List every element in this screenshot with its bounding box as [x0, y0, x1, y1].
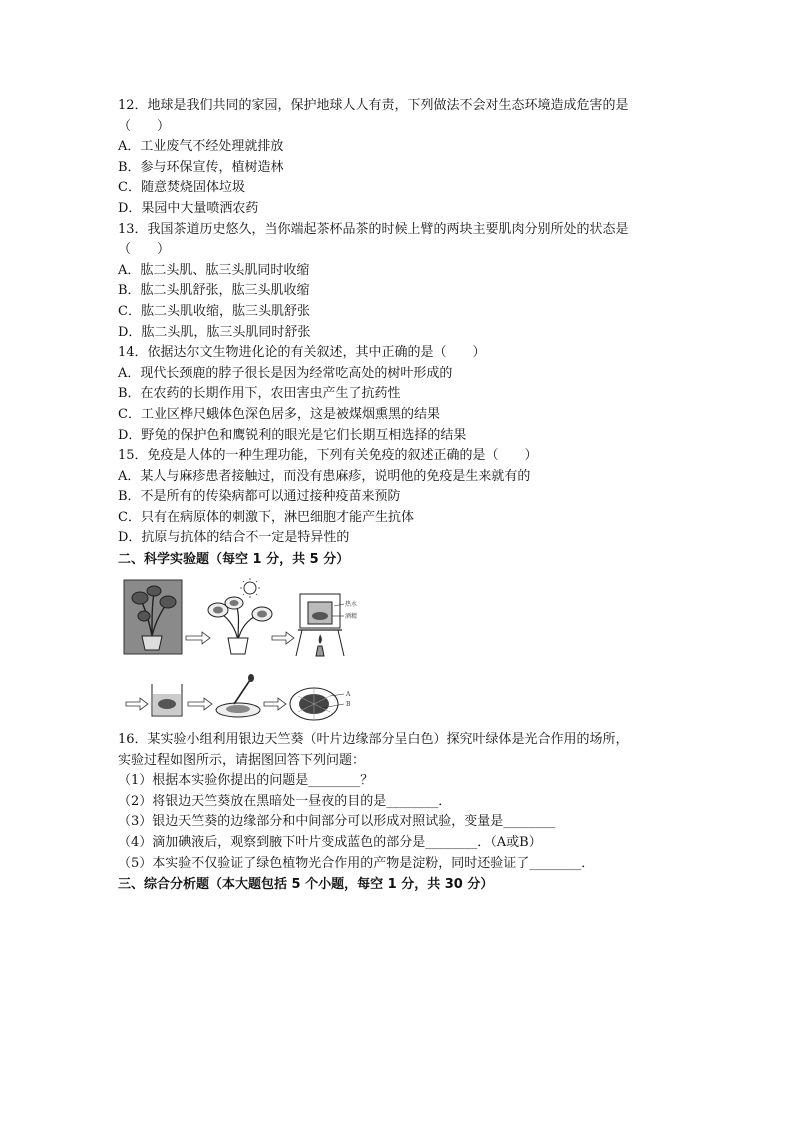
option-a: A．现代长颈鹿的脖子很长是因为经常吃高处的树叶形成的 — [118, 365, 453, 381]
label-b: B — [346, 701, 351, 709]
question-15 — [118, 446, 678, 549]
sub-question-5: （5）本实验不仅验证了绿色植物光合作用的产物是淀粉，同时还验证了________． — [118, 855, 595, 871]
section-2-heading: 二、科学实验题（每空 1 分，共 5 分） — [118, 552, 350, 568]
question-stem: 13．我国茶道历史悠久，当你端起茶杯品茶的时候上臂的两块主要肌肉分别所处的状态是 — [118, 221, 629, 237]
question-stem: 14．依据达尔文生物进化论的有关叙述，其中正确的是（ ） — [118, 345, 486, 361]
option-b: B．不是所有的传染病都可以通过接种疫苗来预防 — [118, 489, 401, 505]
experiment-figure — [122, 576, 358, 726]
label-alcohol: 酒精 — [345, 613, 358, 621]
sub-question-1: （1）根据本实验你提出的问题是________？ — [118, 773, 374, 789]
label-a: A — [346, 691, 351, 699]
question-stem: 12．地球是我们共同的家园，保护地球人人有责，下列做法不会对生态环境造成危害的是 — [118, 98, 629, 113]
arrow-icon — [264, 698, 286, 710]
question-stem: 16．某实验小组利用银边天竺葵（叶片边缘部分呈白色）探究叶绿体是光合作用的场所， — [118, 732, 629, 748]
arrow-icon — [126, 698, 148, 710]
arrow-icon — [186, 632, 210, 644]
arrow-icon — [188, 698, 212, 710]
sub-question-3: （3）银边天竺葵的边缘部分和中间部分可以形成对照试验，变量是________ — [118, 814, 556, 830]
answer-paren: （ ） — [118, 118, 171, 134]
sunlit-plant — [208, 578, 272, 654]
option-d: D．野兔的保护色和鹰锐利的眼光是它们长期互相选择的结果 — [118, 427, 467, 443]
option-d: D．果园中大量喷洒农药 — [118, 200, 259, 216]
option-c: C．只有在病原体的刺激下，淋巴细胞才能产生抗体 — [118, 509, 414, 525]
sub-question-2: （2）将银边天竺葵放在黑暗处一昼夜的目的是________． — [118, 793, 452, 809]
option-a: A．肱二头肌、肱三头肌同时收缩 — [118, 262, 310, 278]
option-c: C．随意焚烧固体垃圾 — [118, 180, 245, 196]
arrow-icon — [272, 632, 294, 644]
stained-leaf — [290, 688, 351, 720]
option-b: B．在农药的长期作用下，农田害虫产生了抗药性 — [118, 386, 401, 402]
question-14 — [118, 343, 678, 446]
label-hot-water: 热水 — [345, 601, 358, 609]
option-b: B．参与环保宣传，植树造林 — [118, 159, 284, 175]
option-a: A．工业废气不经处理就排放 — [118, 139, 284, 155]
experiment-diagram — [122, 576, 358, 726]
dark-box-plant — [124, 580, 182, 654]
question-16 — [118, 730, 678, 874]
beaker — [152, 684, 182, 716]
question-stem-continued: 实验过程如图所示，请据图回答下列问题： — [118, 752, 366, 768]
water-bath-apparatus — [296, 594, 357, 656]
question-stem: 15．免疫是人体的一种生理功能，下列有关免疫的叙述正确的是（ ） — [118, 448, 538, 464]
section-3-heading: 三、综合分析题（本大题包括 5 个小题，每空 1 分，共 30 分） — [118, 877, 494, 893]
exam-page — [118, 96, 678, 895]
question-12 — [118, 96, 678, 220]
question-13 — [118, 220, 678, 344]
option-a: A．某人与麻疹患者接触过，而没有患麻疹，说明他的免疫是生来就有的 — [118, 468, 531, 484]
sub-question-4: （4）滴加碘液后，观察到腋下叶片变成蓝色的部分是________．（A或B） — [118, 835, 542, 851]
option-c: C．工业区桦尺蛾体色深色居多，这是被煤烟熏黑的结果 — [118, 406, 440, 422]
petri-dish-dropper — [216, 674, 260, 717]
option-c: C．肱二头肌收缩，肱三头肌舒张 — [118, 303, 310, 319]
option-b: B．肱二头肌舒张，肱三头肌收缩 — [118, 283, 310, 299]
option-d: D．抗原与抗体的结合不一定是特异性的 — [118, 530, 350, 546]
option-d: D．肱二头肌，肱三头肌同时舒张 — [118, 324, 311, 340]
answer-paren: （ ） — [118, 242, 171, 258]
